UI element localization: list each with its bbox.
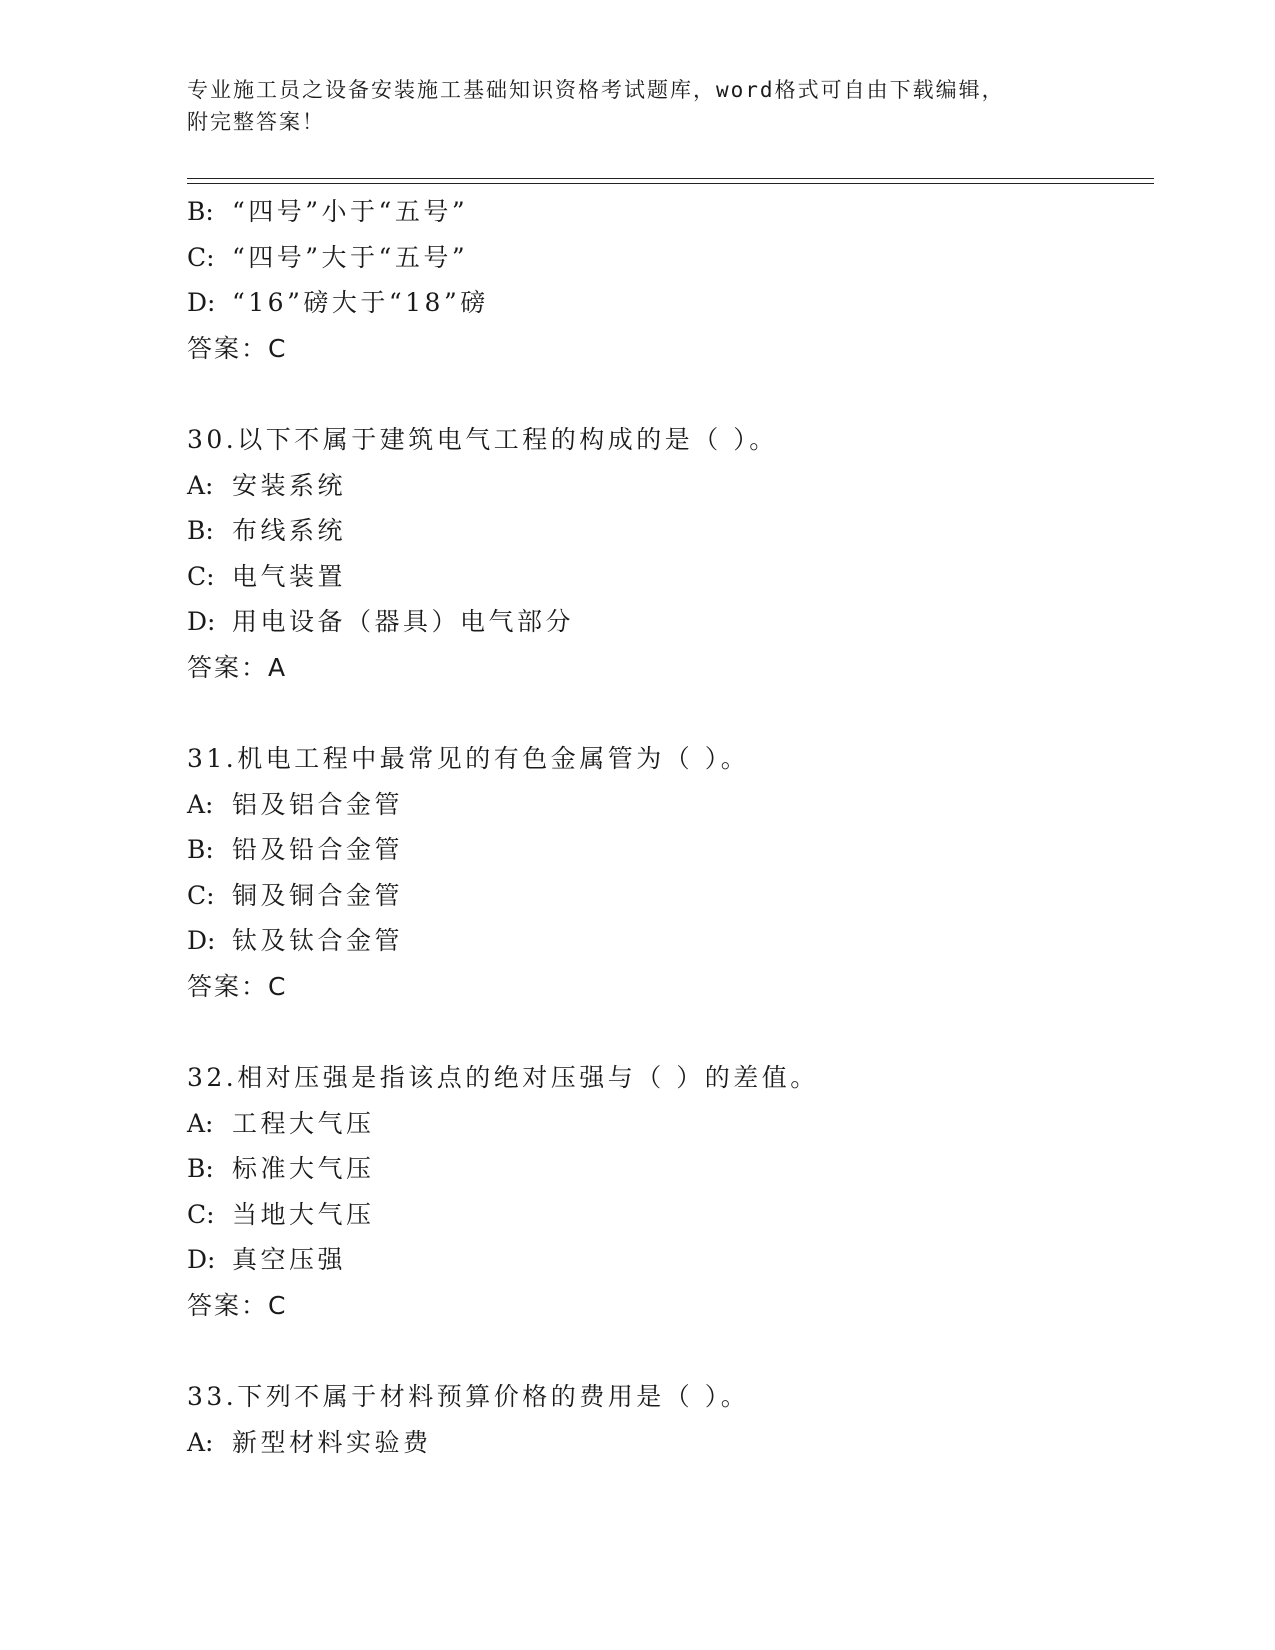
spacer (187, 1009, 1147, 1055)
option-letter: C: (187, 880, 215, 910)
option-row (187, 782, 1147, 828)
option-text: 布线系统 (232, 516, 347, 545)
option-row (187, 918, 1147, 964)
question-fragment (187, 189, 1147, 371)
option-row (187, 463, 1147, 509)
header-line-2: 附完整答案！ (187, 110, 325, 134)
option-letter: A: (187, 789, 214, 819)
option-letter: D: (187, 607, 216, 636)
question-stem: 31.机电工程中最常见的有色金属管为（ ）。 (187, 744, 750, 773)
option-row (187, 1420, 1147, 1466)
option-text: 电气装置 (232, 561, 347, 591)
option-text: 铝及铝合金管 (232, 789, 404, 819)
spacer (187, 1328, 1147, 1374)
option-row (187, 1101, 1147, 1147)
option-text: “四号”小于“五号” (232, 197, 469, 226)
option-letter: B: (187, 516, 214, 545)
header-line-1: 专业施工员之设备安装施工基础知识资格考试题库，word格式可自由下载编辑， (187, 78, 1005, 102)
answer-line: 答案：C (187, 971, 288, 1001)
option-row (187, 508, 1147, 554)
header-divider (187, 178, 1154, 184)
option-text: 铜及铜合金管 (232, 880, 404, 910)
option-row (187, 554, 1147, 600)
question-stem: 30.以下不属于建筑电气工程的构成的是（ ）。 (187, 425, 778, 454)
question-stem: 32.相对压强是指该点的绝对压强与（ ）的差值。 (187, 1063, 819, 1092)
option-row (187, 1146, 1147, 1192)
option-letter: C: (187, 242, 215, 272)
option-letter: D: (187, 1245, 216, 1274)
spacer (187, 371, 1147, 417)
option-row (187, 1237, 1147, 1283)
option-letter: B: (187, 1154, 214, 1183)
answer-line: 答案：C (187, 333, 288, 363)
option-row (187, 1192, 1147, 1238)
option-text: 标准大气压 (232, 1154, 375, 1183)
option-row (187, 599, 1147, 645)
option-row (187, 235, 1147, 281)
option-text: 安装系统 (232, 470, 347, 500)
option-text: 铅及铅合金管 (232, 835, 404, 864)
option-row (187, 280, 1147, 326)
option-text: 新型材料实验费 (232, 1427, 432, 1457)
option-letter: D: (187, 288, 216, 317)
option-text: 钛及钛合金管 (232, 926, 404, 955)
document-header (187, 74, 1067, 138)
option-letter: A: (187, 1108, 214, 1138)
question-32 (187, 1055, 1147, 1328)
answer-line: 答案：A (187, 652, 288, 682)
option-text: “四号”大于“五号” (232, 242, 469, 272)
question-31 (187, 736, 1147, 1009)
option-letter: A: (187, 470, 214, 500)
option-row (187, 873, 1147, 919)
option-text: “16”磅大于“18”磅 (232, 288, 489, 317)
option-letter: C: (187, 561, 215, 591)
option-letter: D: (187, 926, 216, 955)
option-text: 工程大气压 (232, 1108, 375, 1138)
answer-line: 答案：C (187, 1290, 288, 1320)
option-text: 当地大气压 (232, 1199, 375, 1229)
option-letter: B: (187, 197, 214, 226)
option-text: 真空压强 (232, 1245, 347, 1274)
option-letter: B: (187, 835, 214, 864)
question-list (187, 189, 1147, 1465)
question-33 (187, 1374, 1147, 1465)
option-text: 用电设备（器具）电气部分 (232, 607, 575, 636)
option-letter: A: (187, 1427, 214, 1457)
question-stem: 33.下列不属于材料预算价格的费用是（ ）。 (187, 1382, 750, 1411)
question-30 (187, 417, 1147, 690)
spacer (187, 690, 1147, 736)
option-row (187, 189, 1147, 235)
option-row (187, 827, 1147, 873)
option-letter: C: (187, 1199, 215, 1229)
